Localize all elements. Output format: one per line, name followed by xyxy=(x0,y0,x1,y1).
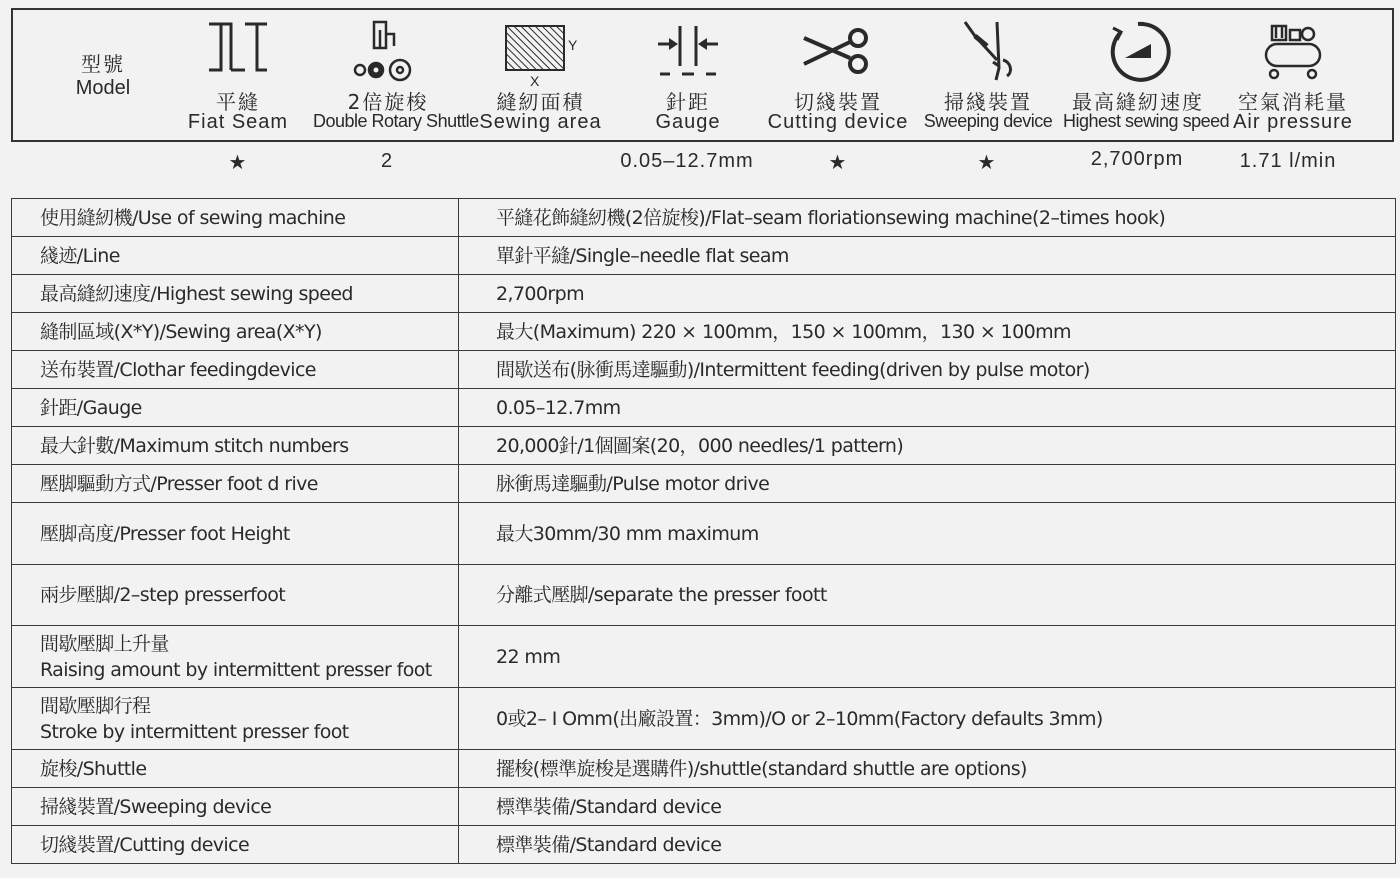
header-col-zh: 縫紉面積 xyxy=(496,90,585,114)
model-label-en: Model xyxy=(75,77,131,99)
header-col-en: Sewing area xyxy=(479,111,602,133)
spec-value: 平縫花飾縫紉機(2倍旋梭)/Flat–seam floriationsewing machine(2–times hook) xyxy=(459,199,1396,237)
axis-x-label: X xyxy=(529,73,539,88)
header-col-gauge xyxy=(623,10,753,140)
spec-label: 壓脚驅動方式/Presser foot d rive xyxy=(12,465,459,503)
feature-values-row xyxy=(0,150,1400,178)
spec-label: 針距/Gauge xyxy=(12,389,459,427)
spec-label: 旋梭/Shuttle xyxy=(12,750,459,788)
spec-value: 最大(Maximum) 220 × 100mm，150 × 100mm，130 × 100mm xyxy=(459,313,1396,351)
header-col-en: Sweeping device xyxy=(923,111,1053,131)
spec-value: 單針平縫/Single–needle flat seam xyxy=(459,237,1396,275)
table-row xyxy=(12,199,1396,237)
table-row xyxy=(12,465,1396,503)
value-speed: 2,700rpm xyxy=(1090,148,1184,170)
value-air: 1.71 l/min xyxy=(1239,150,1337,172)
header-col-shuttle xyxy=(313,10,479,140)
spec-label xyxy=(12,688,459,750)
value-gauge: 0.05–12.7mm xyxy=(620,150,754,172)
speedometer-icon xyxy=(1103,18,1173,84)
table-row xyxy=(12,503,1396,565)
table-row xyxy=(12,389,1396,427)
sweeping-needle-icon xyxy=(953,18,1023,90)
header-col-zh: 掃綫裝置 xyxy=(944,90,1032,114)
spec-label: 使用縫紉機/Use of sewing machine xyxy=(12,199,459,237)
header-col-sweeping xyxy=(918,10,1058,140)
sewing-area-icon xyxy=(498,18,584,88)
axis-y-label: Y xyxy=(567,37,577,53)
spec-label: 壓脚高度/Presser foot Height xyxy=(12,503,459,565)
header-col-en: Cutting device xyxy=(767,111,909,133)
spec-table xyxy=(11,198,1396,864)
spec-label-zh: 間歇壓脚上升量 xyxy=(40,632,169,655)
spec-value: 間歇送布(脉衝馬達驅動)/Intermittent feeding(driven by pulse motor) xyxy=(459,351,1396,389)
spec-value: 0.05–12.7mm xyxy=(459,389,1396,427)
table-row xyxy=(12,237,1396,275)
table-row xyxy=(12,626,1396,688)
header-col-en: Highest sewing speed xyxy=(1063,111,1230,131)
spec-value: 最大30mm/30 mm maximum xyxy=(459,503,1396,565)
spec-value: 標準裝備/Standard device xyxy=(459,788,1396,826)
spec-label-en: Raising amount by intermittent presser foot xyxy=(40,658,432,681)
header-col-zh: 2倍旋梭 xyxy=(347,90,429,114)
header-col-zh: 平縫 xyxy=(216,90,260,114)
table-row xyxy=(12,750,1396,788)
spec-value: 脉衝馬達驅動/Pulse motor drive xyxy=(459,465,1396,503)
spec-label: 最大針數/Maximum stitch numbers xyxy=(12,427,459,465)
header-col-air xyxy=(1218,10,1368,140)
header-col-cutting xyxy=(763,10,913,140)
spec-label: 縫制區域(X*Y)/Sewing area(X*Y) xyxy=(12,313,459,351)
header-col-sewing-area xyxy=(473,10,608,140)
value-sweeping: ★ xyxy=(977,152,997,174)
spec-value: 分離式壓脚/separate the presser foott xyxy=(459,565,1396,626)
header-col-zh: 針距 xyxy=(666,90,710,114)
spec-label xyxy=(12,626,459,688)
spec-value: 0或2– I Omm(出廠設置：3mm)/O or 2–10mm(Factory defaults 3mm) xyxy=(459,688,1396,750)
gauge-icon xyxy=(652,18,724,80)
spec-label: 綫迹/Line xyxy=(12,237,459,275)
spec-value: 20,000針/1個圖案(20，000 needles/1 pattern) xyxy=(459,427,1396,465)
spec-label: 切綫裝置/Cutting device xyxy=(12,826,459,864)
spec-label: 送布裝置/Clothar feedingdevice xyxy=(12,351,459,389)
header-col-zh: 空氣消耗量 xyxy=(1238,90,1348,114)
table-row xyxy=(12,688,1396,750)
header-col-en: Gauge xyxy=(655,111,721,133)
spec-label: 兩步壓脚/2–step presserfoot xyxy=(12,565,459,626)
table-row xyxy=(12,313,1396,351)
table-row xyxy=(12,275,1396,313)
table-row xyxy=(12,788,1396,826)
spec-label: 最高縫紉速度/Highest sewing speed xyxy=(12,275,459,313)
spec-value: 22 mm xyxy=(459,626,1396,688)
spec-label-en: Stroke by intermittent presser foot xyxy=(40,720,349,743)
spec-value: 擺梭(標準旋梭是選購件)/shuttle(standard shuttle are options) xyxy=(459,750,1396,788)
value-shuttle: 2 xyxy=(380,150,394,172)
header-col-en: Air pressure xyxy=(1233,111,1353,133)
table-row xyxy=(12,351,1396,389)
table-row xyxy=(12,427,1396,465)
value-flat-seam: ★ xyxy=(228,152,248,174)
header-col-zh: 切綫裝置 xyxy=(794,90,882,114)
spec-value: 標準裝備/Standard device xyxy=(459,826,1396,864)
air-compressor-icon xyxy=(1258,18,1328,84)
flat-seam-icon xyxy=(203,18,273,80)
double-rotary-shuttle-icon xyxy=(350,18,426,84)
header-col-flat-seam xyxy=(173,10,303,140)
scissors-icon xyxy=(800,18,876,80)
model-label xyxy=(53,52,153,100)
table-row xyxy=(12,826,1396,864)
header-col-en: Double Rotary Shuttle xyxy=(313,111,479,131)
table-row xyxy=(12,565,1396,626)
spec-label-zh: 間歇壓脚行程 xyxy=(40,694,151,717)
header-col-en: Fiat Seam xyxy=(187,111,289,133)
model-label-zh: 型號 xyxy=(81,52,125,76)
header-col-speed xyxy=(1063,10,1230,140)
spec-label: 掃綫裝置/Sweeping device xyxy=(12,788,459,826)
feature-header xyxy=(11,8,1394,142)
spec-value: 2,700rpm xyxy=(459,275,1396,313)
value-cutting: ★ xyxy=(828,152,848,174)
header-col-zh: 最高縫紉速度 xyxy=(1072,90,1204,114)
